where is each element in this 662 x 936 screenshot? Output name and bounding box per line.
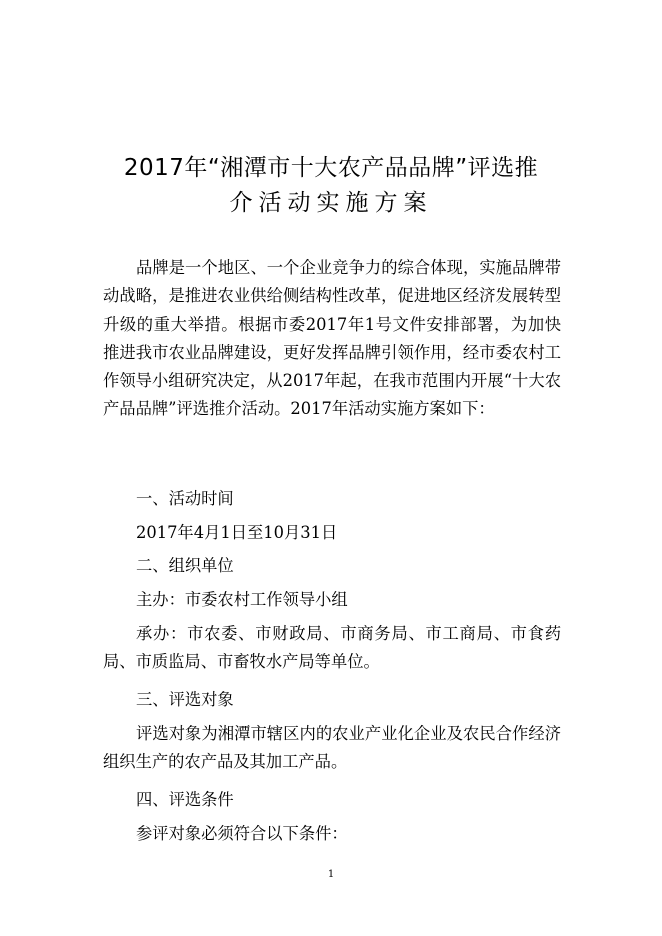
organizers-paragraph: 承办：市农委、市财政局、市商务局、市工商局、市食药局、市质监局、市畜牧水产局等单位。 <box>103 624 561 672</box>
section-heading-selection-targets: 三、评选对象 <box>136 690 234 709</box>
activity-time-text: 2017年4月1日至10月31日 <box>136 523 338 542</box>
section-heading-selection-criteria: 四、评选条件 <box>136 790 234 809</box>
document-title-line-2: 介活动实施方案 <box>229 190 433 216</box>
intro-paragraph: 品牌是一个地区、一个企业竞争力的综合体现，实施品牌带动战略，是推进农业供给侧结构性改革，促进地区经济发展转型升级的重大举措。根据市委2017年1号文件安排部署，为加快推进我市农业品牌建设，更好发挥品牌引领作用，经市委农村工作领导小组研究决定，从2017年起，在我市范围内开展“十大农产品品牌”评选推介活动。2017年活动实施方案如下： <box>103 258 561 419</box>
host-text: 主办：市委农村工作领导小组 <box>136 590 348 609</box>
section-heading-activity-time: 一、活动时间 <box>136 489 234 508</box>
selection-criteria-text: 参评对象必须符合以下条件： <box>136 824 348 843</box>
selection-targets-paragraph: 评选对象为湘潭市辖区内的农业产业化企业及农民合作经济组织生产的农产品及其加工产品。 <box>103 724 561 772</box>
page-number: 1 <box>327 869 335 880</box>
section-heading-organizers: 二、组织单位 <box>136 556 234 575</box>
document-title-line-1: 2017年“湘潭市十大农产品品牌”评选推 <box>123 155 539 181</box>
